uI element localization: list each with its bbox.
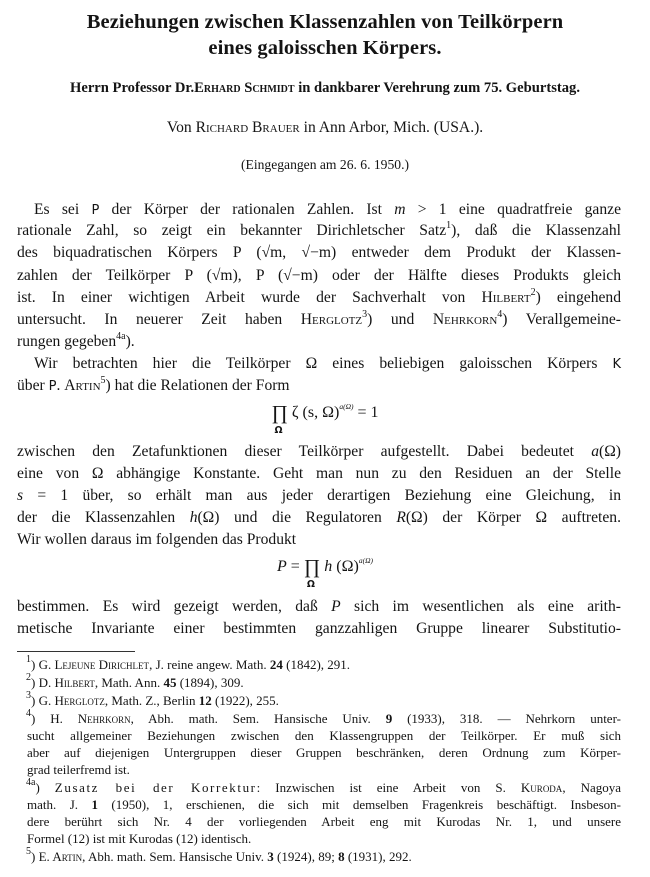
text-span: Kuroda <box>520 780 563 795</box>
body-line <box>34 354 621 375</box>
text-span: ∏ <box>303 556 321 578</box>
text-span: 24 <box>269 657 283 672</box>
text-span: = 1 <box>353 404 379 421</box>
text-span: 5 <box>100 375 106 386</box>
text-span: (1933), 318. — Nehrkorn unter- <box>392 711 621 726</box>
body-line: zahlen der Teilkörper P (√m), P (√−m) oder der Hälfte dieses Produkts gleich <box>17 267 621 284</box>
text-span: Ω <box>306 579 315 590</box>
text-span: P <box>48 379 57 394</box>
body-line <box>17 464 621 484</box>
text-span: 4 <box>26 708 31 719</box>
text-span: Es sei <box>34 201 92 218</box>
text-span: h <box>324 558 333 575</box>
product-symbol <box>303 556 321 590</box>
formula-product-p <box>0 556 650 590</box>
body-line <box>17 310 621 330</box>
text-span: math. J. <box>27 797 92 812</box>
footnote-4a-line: dere berührt sich Nr. 4 der vorliegenden Arbeit eng mit Kurodas Nr. 1, und unsere <box>27 814 621 829</box>
text-span: ist. In einer wichtigen Arbeit wurde der Sachverhalt von <box>17 289 482 306</box>
footnote-4-line: grad teilerfremd ist. <box>27 762 130 777</box>
text-span: G. Herglotz <box>38 693 105 708</box>
text-span: , Abh. math. Sem. Hansische Univ. <box>82 849 268 864</box>
text-span: 5 <box>26 846 31 857</box>
text-span: 3 <box>267 849 274 864</box>
article-title-line-2: eines galoisschen Körpers. <box>208 37 442 59</box>
text-span: > 1 eine quadratfreie ganze <box>405 201 621 218</box>
body-line <box>17 597 621 617</box>
text-span: ζ (s, Ω) <box>291 404 340 421</box>
text-span: . <box>56 377 65 394</box>
text-span: E. Artin <box>38 849 83 864</box>
text-span: 1 <box>446 220 452 231</box>
text-span: oder der Hälfte dieses Produkts gleich <box>317 267 621 284</box>
text-span: (Ω) <box>599 443 621 460</box>
text-span: 4a <box>116 331 126 342</box>
text-span: Hilbert <box>481 289 531 306</box>
body-line <box>17 508 621 528</box>
text-span: 12 <box>198 693 212 708</box>
text-span: = 1 über, so erhält man aus jeder derartigen Beziehung eine Gleichung, in <box>23 487 621 504</box>
text-span: entweder dem Produkt der Klassen- <box>336 244 622 261</box>
text-span: (1950), 1, erschienen, die sich mit demselben Fragenkreis beschäftigt. Insbeson- <box>97 797 621 812</box>
author-affiliation: in Ann Arbor, Mich. (USA.). <box>299 119 484 136</box>
text-span: (1931), 292. <box>344 849 412 864</box>
text-span: D. Hilbert <box>38 675 95 690</box>
text-span: Wir wollen daraus im folgenden das Produkt <box>17 531 297 548</box>
text-span: der Körper der rationalen Zahlen. Ist <box>99 201 395 218</box>
footnote-4-line: sucht allgemeiner Beziehungen zwischen den Klassengruppen der Teilkörper. Er muß sich <box>27 728 621 743</box>
text-span: P <box>91 203 100 218</box>
body-line <box>17 243 621 263</box>
text-span: 2 <box>530 287 536 298</box>
text-span: rungen gegeben <box>17 333 117 350</box>
body-line <box>34 200 621 221</box>
footnote-rule <box>17 651 135 652</box>
text-span: 4 <box>497 309 503 320</box>
field-p-sqrt-m: P (√m) <box>184 267 238 284</box>
footnote-4a-line: Formel (12) ist mit Kurodas (12) identisch. <box>27 831 252 846</box>
text-span: zahlen der Teilkörper <box>17 267 185 284</box>
text-span: ), daß die Klassenzahl <box>451 222 621 239</box>
dedication-suffix: in dankbarer Verehrung zum 75. Geburtstag. <box>294 80 580 96</box>
text-span: des biquadratischen Körpers <box>17 244 233 261</box>
text-span: , J. reine angew. Math. <box>149 657 270 672</box>
text-span: ). <box>125 333 135 350</box>
dedication-name: Erhard Schmidt <box>194 80 295 96</box>
text-span: (Ω) und die Regulatoren <box>197 509 397 526</box>
text-span: (1894), 309. <box>176 675 244 690</box>
article-title-line-1: Beziehungen zwischen Klassenzahlen von Teilkörpern <box>86 11 564 33</box>
text-span: (1842), 291. <box>282 657 351 672</box>
text-span: 9 <box>385 711 393 726</box>
text-span: ∏ <box>271 402 288 424</box>
text-span: 3 <box>362 309 368 320</box>
text-span: , Nagoya <box>562 780 621 795</box>
body-line <box>17 530 621 550</box>
text-span: P <box>277 558 287 575</box>
text-span: K <box>612 357 621 372</box>
text-span: über <box>17 377 49 394</box>
field-biquadratic: P (√m, √−m) <box>232 244 337 261</box>
text-span: Zusatz bei der Korrektur <box>54 780 257 795</box>
text-span: 1 <box>26 654 31 665</box>
text-span: der die Klassenzahlen <box>17 509 190 526</box>
body-line <box>17 376 621 397</box>
footnote-4a-line <box>27 797 621 813</box>
text-span: Herglotz <box>300 311 363 328</box>
text-span: R <box>396 509 406 526</box>
text-span: Nehrkorn <box>432 311 498 328</box>
author-name: Richard Brauer <box>195 119 300 136</box>
body-line <box>17 221 621 241</box>
field-p-sqrt-minus-m: P (√−m) <box>255 267 318 284</box>
text-span: (Ω) <box>332 558 359 575</box>
text-span: (1924), 89; <box>273 849 339 864</box>
text-span: 3 <box>26 690 31 701</box>
text-span: , Math. Z., Berlin <box>104 693 199 708</box>
footnote-1: $^1$) G. Lejeune Dirichlet, J. reine angew. Math. 24 (1842), 291. <box>26 654 351 672</box>
text-span: a <box>591 443 600 460</box>
text-span: 2 <box>26 672 31 683</box>
text-span: ) eingehend <box>535 289 621 306</box>
text-span: , Math. Ann. <box>94 675 164 690</box>
body-line <box>17 332 621 352</box>
footnote-2: $^2$) D. Hilbert, Math. Ann. 45 (1894), 309. <box>26 672 244 690</box>
text-span: Ω <box>274 425 283 436</box>
text-span: sich im wesentlichen als eine arith- <box>340 598 621 615</box>
footnote-5: $^5$) E. Artin, Abh. math. Sem. Hansische Univ. 3 (1924), 89; 8 (1931), 292. <box>26 846 412 864</box>
footnote-4: $^4$) H. Nehrkorn, Abh. math. Sem. Hansische Univ. 9 (1933), 318. — Nehrkorn unter- <box>26 708 621 726</box>
body-line <box>17 486 621 506</box>
product-symbol <box>271 402 288 436</box>
footnote-4-line: aber auf diejenigen Untergruppen dieser Gruppen beschränken, deren Ordnung zum Körper- <box>27 745 621 760</box>
text-span: 45 <box>163 675 177 690</box>
body-line <box>17 442 621 462</box>
text-span: ) hat die Relationen der Form <box>105 377 290 394</box>
text-span: zwischen den Zetafunktionen dieser Teilkörper aufgestellt. Dabei bedeutet <box>17 443 592 460</box>
text-span: h <box>189 509 198 526</box>
text-span: s <box>17 487 24 504</box>
text-span: (Ω) der Körper Ω auftreten. <box>405 509 621 526</box>
author-line <box>0 118 650 137</box>
text-span: P <box>331 598 341 615</box>
body-line <box>17 619 621 639</box>
text-span: = <box>286 558 304 575</box>
text-span: ) Verallgemeine- <box>502 311 621 328</box>
text-span: Artin <box>64 377 101 394</box>
text-span: (1922), 255. <box>211 693 279 708</box>
text-span: : Inzwischen ist eine Arbeit von S. <box>256 780 521 795</box>
footnote-4a: $^{4a}$) Zusatz bei der Korrektur: Inzwischen ist eine Arbeit von S. Kuroda, Nagoya <box>26 777 621 795</box>
text-span: m <box>394 201 406 218</box>
text-span: rationale Zahl, so zeigt ein bekannter Dirichletscher Satz <box>17 222 447 239</box>
text-span: , Abh. math. Sem. Hansische Univ. <box>130 711 386 726</box>
received-date: (Eingegangen am 26. 6. 1950.) <box>241 157 409 172</box>
author-prefix: Von <box>166 119 196 136</box>
text-span: bestimmen. Es wird gezeigt werden, daß <box>17 598 332 615</box>
text-span: 8 <box>338 849 345 864</box>
body-line <box>17 288 621 308</box>
text-span: 1 <box>91 797 98 812</box>
footnote-3: $^3$) G. Herglotz, Math. Z., Berlin 12 (1922), 255. <box>26 690 279 708</box>
text-span: H. Nehrkorn <box>50 711 131 726</box>
text-span: a(Ω) <box>358 556 373 565</box>
dedication-prefix: Herrn Professor Dr. <box>70 80 195 96</box>
text-span: 4a <box>26 777 36 788</box>
formula-artin-relation <box>0 402 650 436</box>
text-span: eine von Ω abhängige Konstante. Geht man nun zu den Residuen an der Stelle <box>17 465 621 482</box>
text-span: Wir betrachten hier die Teilkörper Ω eines beliebigen galoisschen Körpers <box>34 355 613 372</box>
text-span: untersucht. In neuerer Zeit haben <box>17 311 301 328</box>
text-span: G. Lejeune Dirichlet <box>38 657 150 672</box>
dedication <box>0 79 650 97</box>
text-span: ) und <box>367 311 433 328</box>
text-span: a(Ω) <box>339 402 354 411</box>
text-span: metische Invariante einer bestimmten ganzzahligen Gruppe linearer Substitutio- <box>17 620 621 637</box>
